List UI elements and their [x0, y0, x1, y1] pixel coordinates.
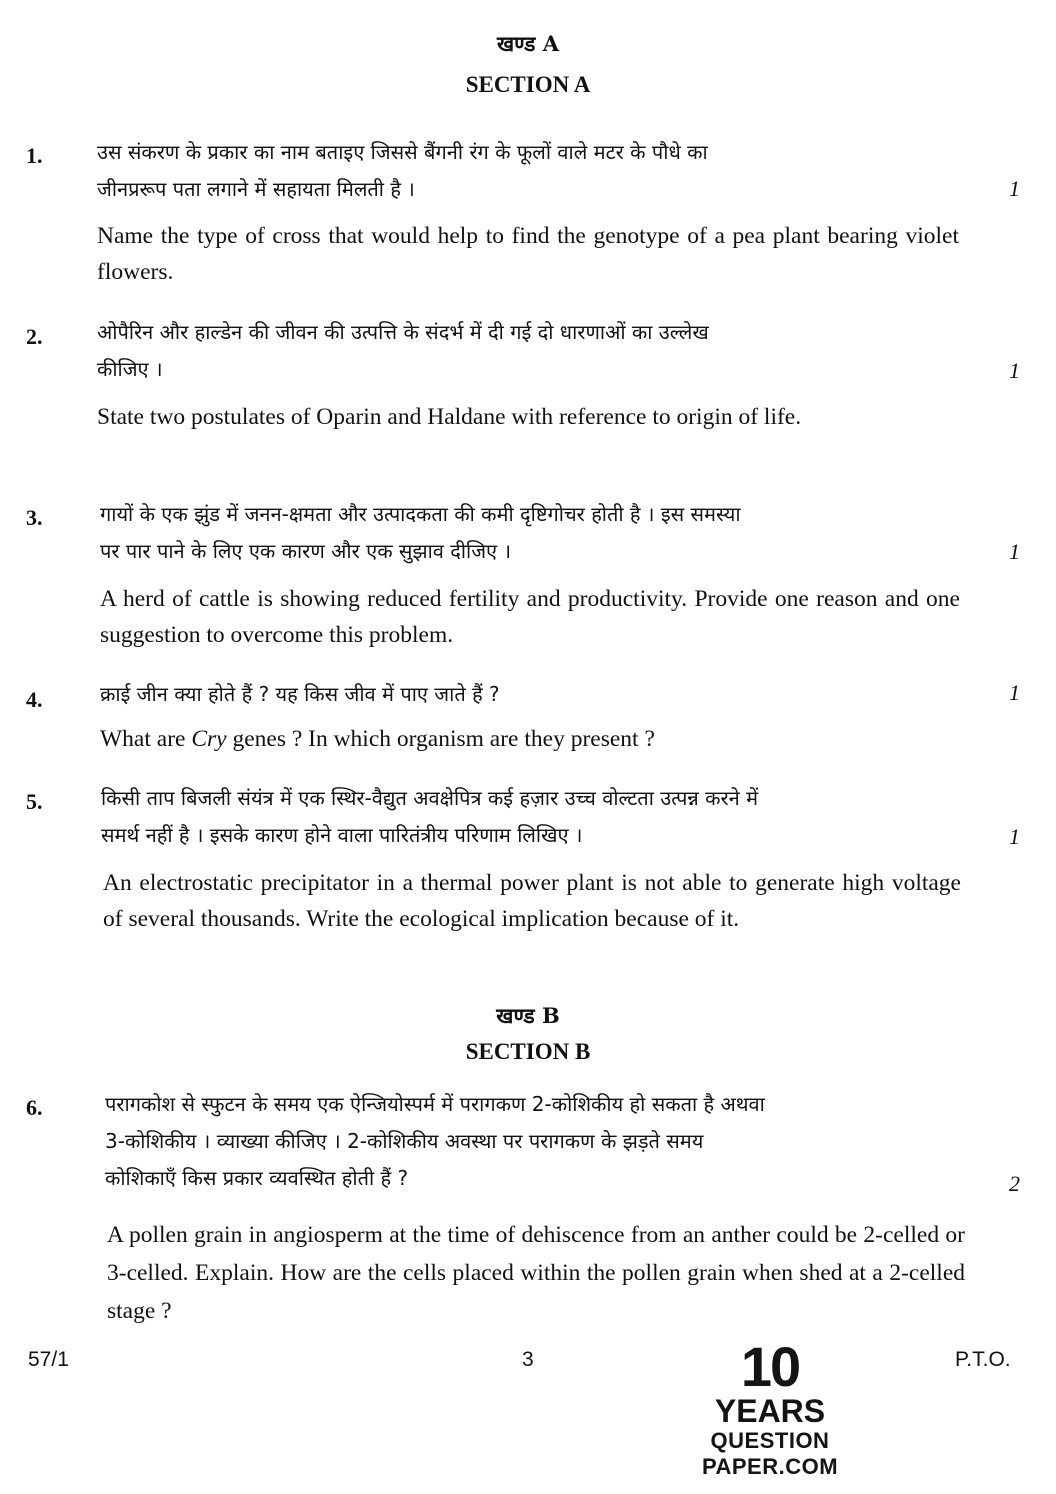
question-6-hindi-line-1: परागकोश से स्फुटन के समय एक ऐन्जियोस्पर्म में परागकण 2-कोशिकीय हो सकता है अथवा: [105, 1092, 765, 1116]
question-1-english: Name the type of cross that would help to find the genotype of a pea plant bearing violet flowers.: [97, 223, 959, 285]
question-3-hindi: [100, 496, 970, 570]
question-1-hindi-line-1: उस संकरण के प्रकार का नाम बताइए जिससे बैंगनी रंग के फूलों वाले मटर के पौधे का: [97, 140, 708, 164]
question-5-marks: 1: [1009, 824, 1020, 849]
section-b-heading: SECTION B: [465, 1039, 591, 1064]
page-number: 3: [522, 1348, 534, 1371]
question-6-hindi-line-2: 3-कोशिकीय । व्याख्या कीजिए । 2-कोशिकीय अवस्था पर परागकण के झड़ते समय: [105, 1129, 704, 1153]
question-6-english: A pollen grain in angiosperm at the time of dehiscence from an anther could be 2-celled or 3-celled. Explain. How are the cells placed within the pollen grain when shed at a 2-celled stage ?: [107, 1222, 965, 1324]
question-4-number: 4.: [26, 687, 43, 712]
question-3-hindi-line-1: गायों के एक झुंड में जनन-क्षमता और उत्पादकता की कमी दृष्टिगोचर होती है । इस समस्या: [100, 502, 741, 526]
question-4-marks: 1: [1009, 680, 1020, 705]
watermark-site: QUESTION PAPER.COM: [701, 1428, 839, 1479]
question-6-marks: 2: [1009, 1171, 1020, 1196]
question-2-english: State two postulates of Oparin and Haldane with reference to origin of life.: [97, 404, 802, 430]
question-2-number: 2.: [26, 324, 43, 349]
question-5-number: 5.: [26, 789, 43, 814]
question-4-hindi-line-1: क्राई जीन क्या होते हैं ? यह किस जीव में पाए जाते हैं ?: [100, 682, 500, 706]
question-4-english-pre: What are: [100, 726, 192, 752]
pto-label: P.T.O.: [955, 1348, 1011, 1371]
question-4-english-post: genes ? In which organism are they present ?: [226, 726, 655, 752]
question-4-english-cry: Cry: [191, 726, 227, 752]
watermark-logo: [650, 1335, 890, 1480]
question-3-marks: 1: [1009, 539, 1020, 564]
question-1-marks: 1: [1009, 176, 1020, 201]
question-6-hindi-line-3: कोशिकाएँ किस प्रकार व्यवस्थित होती हैं ?: [105, 1166, 409, 1190]
question-1-hindi: [97, 134, 967, 208]
question-5-english: An electrostatic precipitator in a thermal power plant is not able to generate high voltage of several thousands. Write the ecological implication because of it.: [103, 870, 961, 932]
question-3-number: 3.: [26, 505, 43, 530]
question-1-hindi-line-2: जीनप्ररूप पता लगाने में सहायता मिलती है ।: [97, 177, 415, 201]
question-2-hindi-line-2: कीजिए ।: [97, 357, 163, 381]
question-4-english: [100, 721, 960, 757]
section-b-hindi-heading: खण्ड B: [496, 1003, 560, 1028]
question-5-hindi-line-2: समर्थ नहीं है । इसके कारण होने वाला पारितंत्रीय परिणाम लिखिए ।: [101, 823, 583, 847]
question-3-english: A herd of cattle is showing reduced fertility and productivity. Provide one reason and one suggestion to overcome this problem.: [100, 586, 960, 648]
section-a-hindi-heading: खण्ड A: [497, 31, 559, 56]
question-2-marks: 1: [1009, 358, 1020, 383]
question-6-hindi: [105, 1086, 975, 1197]
question-4-hindi: [100, 676, 970, 713]
paper-code: 57/1: [28, 1348, 69, 1371]
question-6-number: 6.: [26, 1095, 43, 1120]
question-1-number: 1.: [26, 143, 43, 168]
question-5-hindi-line-1: किसी ताप बिजली संयंत्र में एक स्थिर-वैद्युत अवक्षेपित्र कई हज़ार उच्च वोल्टता उत्पन्न करने में: [101, 786, 759, 810]
question-5-hindi: [101, 780, 971, 854]
watermark-number: 10: [740, 1335, 800, 1398]
watermark-years: YEARS: [714, 1393, 826, 1429]
question-3-hindi-line-2: पर पार पाने के लिए एक कारण और एक सुझाव दीजिए ।: [100, 539, 512, 563]
question-2-hindi: [97, 314, 967, 388]
question-2-hindi-line-1: ओपैरिन और हाल्डेन की जीवन की उत्पत्ति के संदर्भ में दी गई दो धारणाओं का उल्लेख: [97, 320, 709, 344]
section-a-heading: SECTION A: [465, 72, 591, 97]
